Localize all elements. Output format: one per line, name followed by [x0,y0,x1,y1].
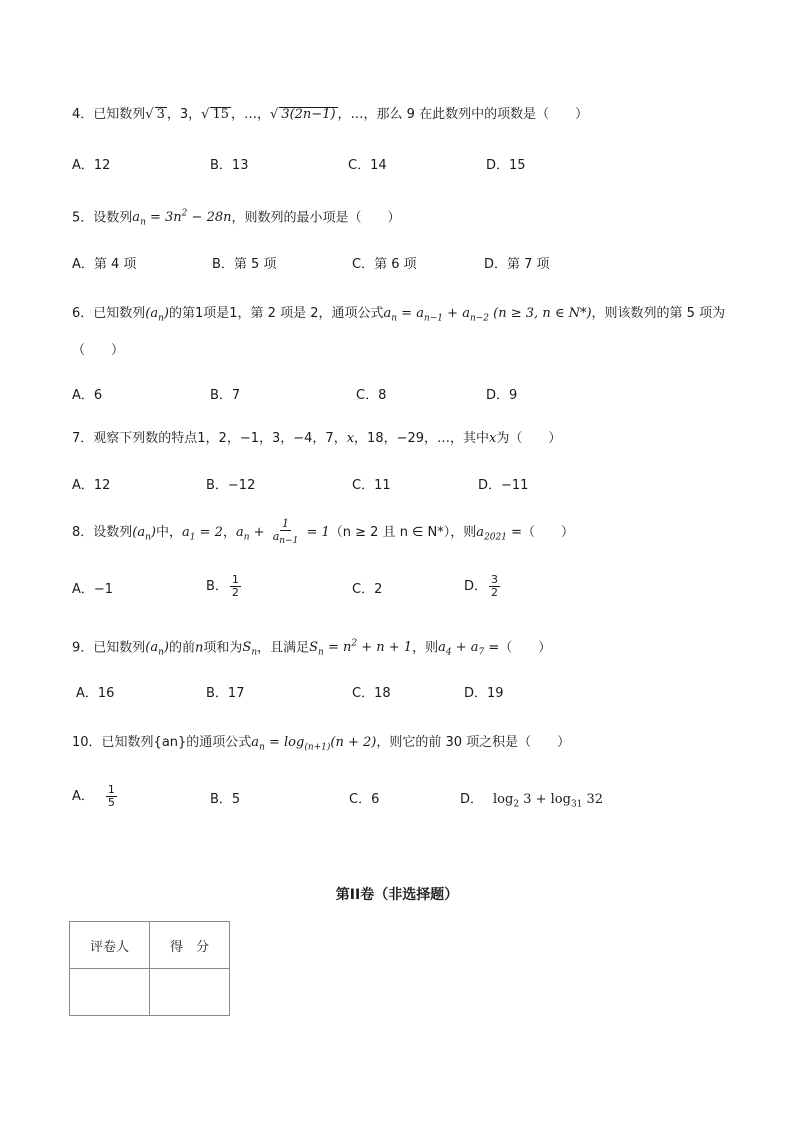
option-b[interactable]: B．13 [210,158,249,173]
option-b[interactable]: B．7 [210,388,241,403]
option-b[interactable]: B．−12 [206,478,256,493]
question-6-line2: （ ） [72,343,125,358]
option-a[interactable]: A． $\frac{1}{5}$ [72,783,115,809]
option-a[interactable]: A．−1 [72,582,114,597]
option-c[interactable]: C．11 [352,478,391,493]
question-7: 7．观察下列数的特点1，2，−1，3，−4，7，x，18，−29，…，其中x为（ ） [72,431,562,446]
option-a[interactable]: A．6 [72,388,103,403]
question-9: 9．已知数列$(a_n)$的前n项和为$S_n$，且满足$S_n = n^2 + n + 1$，则$a_4 + a_7$ =（ ） [72,639,552,658]
option-c[interactable]: C．8 [356,388,387,403]
question-number: 9． [72,640,94,656]
formula: $a_n$ + $\frac{1}{a_{n-1}}$ = 1 [235,516,330,547]
question-number: 5． [72,210,94,226]
score-cell[interactable] [150,969,230,1016]
option-a[interactable]: A．16 [76,686,115,701]
question-5: 5．设数列$a_n = 3n^2 - 28n$，则数列的最小项是（ ） [72,209,401,228]
option-a[interactable]: A．12 [72,478,111,493]
option-d[interactable]: D．9 [486,388,518,403]
option-c[interactable]: C．2 [352,582,383,597]
formula: $a_n = 3n^2 - 28n$ [132,209,232,228]
option-b[interactable]: B．5 [210,792,241,807]
option-c[interactable]: C．18 [352,686,391,701]
option-d[interactable]: D．−11 [478,478,529,493]
option-a[interactable]: A．第 4 项 [72,257,137,272]
q8-options [72,574,732,608]
formula: $S_n = n^2 + n + 1$ [309,639,413,658]
option-b[interactable]: B．第 5 项 [212,257,277,272]
section-title: 第II卷（非选择题） [335,887,459,903]
option-b[interactable]: B．17 [206,686,245,701]
formula: $a_n = a_{n-1} + a_{n-2}$ (n ≥ 3, n ∈ N*) [383,306,592,324]
score-table [69,921,230,1016]
option-d[interactable]: D．19 [464,686,504,701]
q10-options [72,784,732,820]
option-c[interactable]: C．第 6 项 [352,257,417,272]
formula: $a_n = \log_{(n+1)}(n + 2)$ [251,735,377,753]
option-c[interactable]: C．14 [348,158,387,173]
question-number: 8． [72,525,94,540]
option-d[interactable]: D．第 7 项 [484,257,550,272]
score-header: 得 分 [150,922,230,969]
question-number: 7． [72,431,94,446]
option-b[interactable]: B． $\frac{1}{2}$ [206,573,239,599]
question-10: 10．已知数列{an}的通项公式$a_n = \log_{(n+1)}(n + 2)$，则它的前 30 项之积是（ ） [72,735,571,753]
q6-options [72,386,732,410]
option-d[interactable]: D． $\log_2 3 + \log_{31} 32$ [460,792,604,810]
option-d[interactable]: D． $\frac{3}{2}$ [464,573,499,599]
question-number: 6． [72,306,94,321]
q9-options [72,684,732,708]
sqrt-symbol: √ [145,107,154,122]
q5-options [72,255,732,279]
option-a[interactable]: A．12 [72,158,111,173]
question-number: 4． [72,107,94,122]
q7-options [72,476,732,500]
question-4: 4．已知数列√ 3 ，3，√ 15 ，…，√ 3(2n−1) ，…，那么 9 在此数列中的项数是（ ） [72,107,589,122]
question-8: 8．设数列$(a_n)$中，$a_1 = 2$，$a_n$ + $\frac{1}{a_{n-1}}$ = 1（n ≥ 2 且 n ∈ N*），则$a_{2021}$ =（ ） [72,516,574,547]
question-number: 10． [72,735,102,750]
q4-options [72,156,732,180]
grader-cell[interactable] [70,969,150,1016]
question-6: 6．已知数列$(a_n)$的第1项是1，第 2 项是 2，通项公式$a_n = a_{n-1} + a_{n-2}$ (n ≥ 3, n ∈ N*)，则该数列的第 5 项为 [72,306,726,324]
grader-header: 评卷人 [70,922,150,969]
option-c[interactable]: C．6 [349,792,380,807]
option-d[interactable]: D．15 [486,158,526,173]
